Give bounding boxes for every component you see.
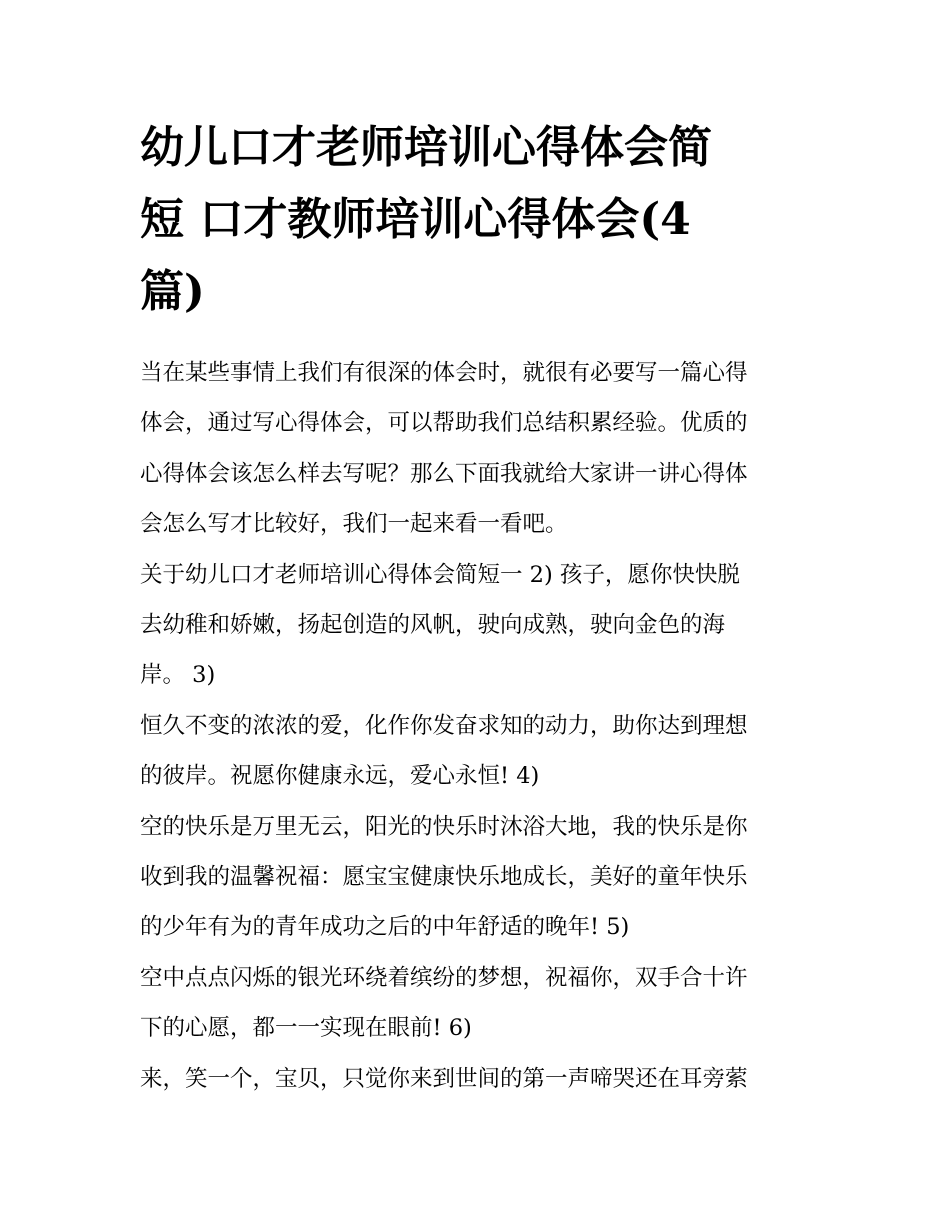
title-line: 幼儿口才老师培训心得体会简 [140, 122, 712, 173]
title-line: 篇) [140, 266, 205, 317]
title-line: 短 口才教师培训心得体会(4 [140, 194, 691, 245]
body-line: 收到我的温馨祝福：愿宝宝健康快乐地成长，美好的童年快乐 [140, 864, 748, 891]
document-body [140, 348, 820, 1104]
body-line: 空中点点闪烁的银光环绕着缤纷的梦想，祝福你，双手合十许 [140, 964, 748, 991]
document-title [140, 112, 820, 328]
body-line: 的彼岸。祝愿你健康永远，爱心永恒! 4) [140, 763, 540, 790]
body-line: 当在某些事情上我们有很深的体会时，就很有必要写一篇心得 [140, 360, 748, 386]
body-line: 岸。 3) [140, 662, 216, 689]
body-line: 心得体会该怎么样去写呢？那么下面我就给大家讲一讲心得体 [140, 460, 748, 487]
body-line: 来，笑一个，宝贝，只觉你来到世间的第一声啼哭还在耳旁萦 [140, 1065, 748, 1092]
body-line: 会怎么写才比较好，我们一起来看一看吧。 [140, 511, 568, 538]
document-content [140, 112, 820, 1104]
body-line: 去幼稚和娇嫩，扬起创造的风帆，驶向成熟，驶向金色的海 [140, 612, 726, 639]
body-line: 空的快乐是万里无云，阳光的快乐时沐浴大地，我的快乐是你 [140, 813, 748, 840]
body-line: 关于幼儿口才老师培训心得体会简短一 2) 孩子，愿你快快脱 [140, 561, 740, 588]
body-line: 体会，通过写心得体会，可以帮助我们总结积累经验。优质的 [140, 410, 748, 437]
body-line: 的少年有为的青年成功之后的中年舒适的晚年! 5) [140, 914, 630, 941]
body-line: 恒久不变的浓浓的爱，化作你发奋求知的动力，助你达到理想 [140, 712, 748, 739]
body-line: 下的心愿，都一一实现在眼前! 6) [140, 1015, 472, 1042]
